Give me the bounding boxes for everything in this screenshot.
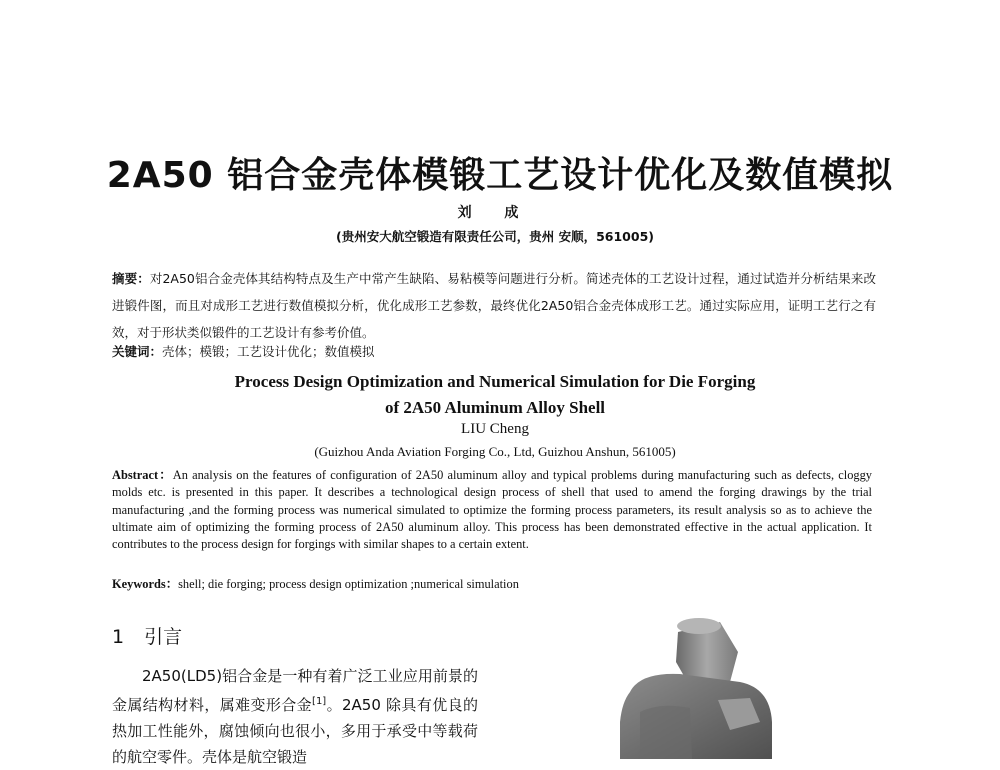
section-heading [112, 622, 182, 649]
author-en: LIU Cheng [461, 421, 529, 437]
shell-3d-model [600, 612, 790, 759]
author-cn: 刘 成 [457, 205, 533, 221]
keywords-text-cn: 壳体；模锻；工艺设计优化；数值模拟 [162, 344, 375, 359]
abstract-text-en: An analysis on the features of configuration of 2A50 aluminum alloy and typical problems during manufacturing such as defects, cloggy molds etc. is presented in this paper. It describes a technological design process of shell that used to amend the forging drawings by the trial manufacturing ,and the forming process was numerical simulated to optimize the forming process parameters, its result analysis so as to achieve the ultimate aim of optimizing the forming process of 2A50 aluminum alloy. This process has been demonstrated effective in the actual application. It contributes to the process design for forgings with similar shapes to a certain extent. [112, 468, 872, 552]
abstract-label-en: Abstract： [112, 468, 173, 482]
keywords-label-cn: 关键词： [112, 344, 163, 359]
keywords-en [112, 574, 872, 592]
intro-paragraph [112, 663, 478, 770]
shadow-face [640, 706, 692, 759]
abstract-text-cn: 对2A50铝合金壳体其结构特点及生产中常产生缺陷、易粘模等问题进行分析。简述壳体的工艺设计过程，通过试造并分析结果来改进锻件图，而且对成形工艺进行数值模拟分析，优化成形工艺参数，最终优化2A50铝合金壳体成形工艺。通过实际应用，证明工艺行之有效，对于形状类似锻件的工艺设计有参考价值。 [112, 271, 876, 340]
paper-title-cn: 2A50 铝合金壳体模锻工艺设计优化及数值模拟 [106, 155, 894, 196]
keywords-label-en: Keywords： [112, 577, 179, 591]
abstract-label-cn: 摘要： [112, 271, 150, 286]
affiliation-cn: (贵州安大航空锻造有限责任公司，贵州 安顺，561005) [336, 229, 654, 244]
keywords-cn [112, 341, 876, 363]
keywords-text-en: shell; die forging; process design optimization ;numerical simulation [178, 577, 519, 591]
boss-top [677, 618, 721, 634]
abstract-cn [112, 265, 876, 346]
section-title: 引言 [144, 626, 183, 648]
section-number: 1 [112, 626, 125, 648]
affiliation-en: (Guizhou Anda Aviation Forging Co., Ltd, Guizhou Anshun, 561005) [314, 444, 676, 459]
shell-forging-figure [600, 612, 790, 759]
paper-title-en-line1: Process Design Optimization and Numerical Simulation for Die Forging [234, 372, 756, 391]
abstract-en [112, 467, 872, 553]
intro-text-a: 2A50(LD5)铝合金是一种有着广泛工业应用前景的金属结构材料，属难变形合金 [112, 667, 478, 714]
citation: [1] [312, 696, 327, 707]
paper-title-en [0, 369, 990, 421]
paper-title-en-line2: of 2A50 Aluminum Alloy Shell [384, 398, 606, 417]
intro-text-b: 。2A50 除具有优良的热加工性能外，腐蚀倾向也很小，多用于承受中等载荷的航空零件。壳体是航空锻造 [112, 696, 478, 766]
